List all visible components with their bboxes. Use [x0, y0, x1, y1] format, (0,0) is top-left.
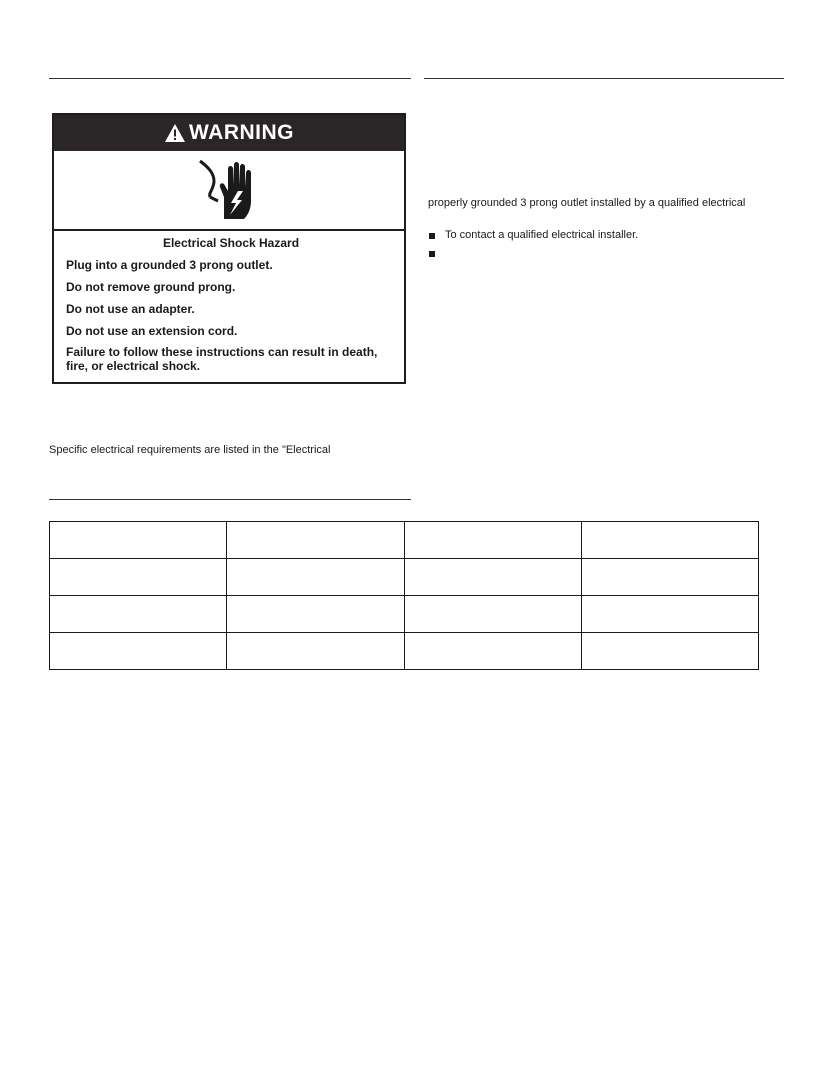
- electrical-requirements-text: Specific electrical requirements are listed in the "Electrical: [49, 444, 331, 456]
- warning-triangle-icon: [164, 123, 186, 143]
- table-cell: [404, 522, 581, 559]
- table-row: [50, 522, 759, 559]
- table-cell: [227, 559, 404, 596]
- table-cell: [50, 633, 227, 670]
- table-cell: [50, 522, 227, 559]
- warning-header: [54, 115, 404, 151]
- grounded-outlet-text: properly grounded 3 prong outlet installed by a qualified electrical: [428, 197, 746, 209]
- warning-line-3: Do not use an adapter.: [66, 302, 195, 316]
- table-cell: [50, 596, 227, 633]
- bullet-icon: [429, 233, 435, 239]
- requirements-table: [49, 521, 759, 670]
- right-section-rule: [424, 78, 784, 79]
- electric-shock-hand-icon: [194, 157, 264, 223]
- warning-box: [52, 113, 406, 384]
- table-section-rule: [49, 499, 411, 500]
- warning-line-2: Do not remove ground prong.: [66, 280, 236, 294]
- table-cell: [581, 522, 758, 559]
- table-cell: [227, 633, 404, 670]
- table-cell: [227, 522, 404, 559]
- warning-hazard: Electrical Shock Hazard: [162, 236, 300, 250]
- warning-text: [66, 236, 396, 381]
- table-cell: [50, 559, 227, 596]
- table-row: [50, 633, 759, 670]
- left-section-rule: [49, 78, 411, 79]
- warning-title: WARNING: [189, 121, 294, 144]
- table-row: [50, 559, 759, 596]
- bullet-icon: [429, 251, 435, 257]
- warning-line-5: Failure to follow these instructions can result in death, fire, or electrical shock.: [66, 345, 378, 373]
- table-cell: [404, 633, 581, 670]
- table-cell: [581, 596, 758, 633]
- warning-pictogram: [54, 151, 404, 231]
- bullet-item-1: To contact a qualified electrical installer.: [445, 229, 639, 241]
- table-cell: [404, 559, 581, 596]
- table-cell: [581, 633, 758, 670]
- warning-line-4: Do not use an extension cord.: [66, 324, 238, 338]
- table-cell: [227, 596, 404, 633]
- table-cell: [404, 596, 581, 633]
- table-cell: [581, 559, 758, 596]
- table-row: [50, 596, 759, 633]
- warning-line-1: Plug into a grounded 3 prong outlet.: [66, 258, 273, 272]
